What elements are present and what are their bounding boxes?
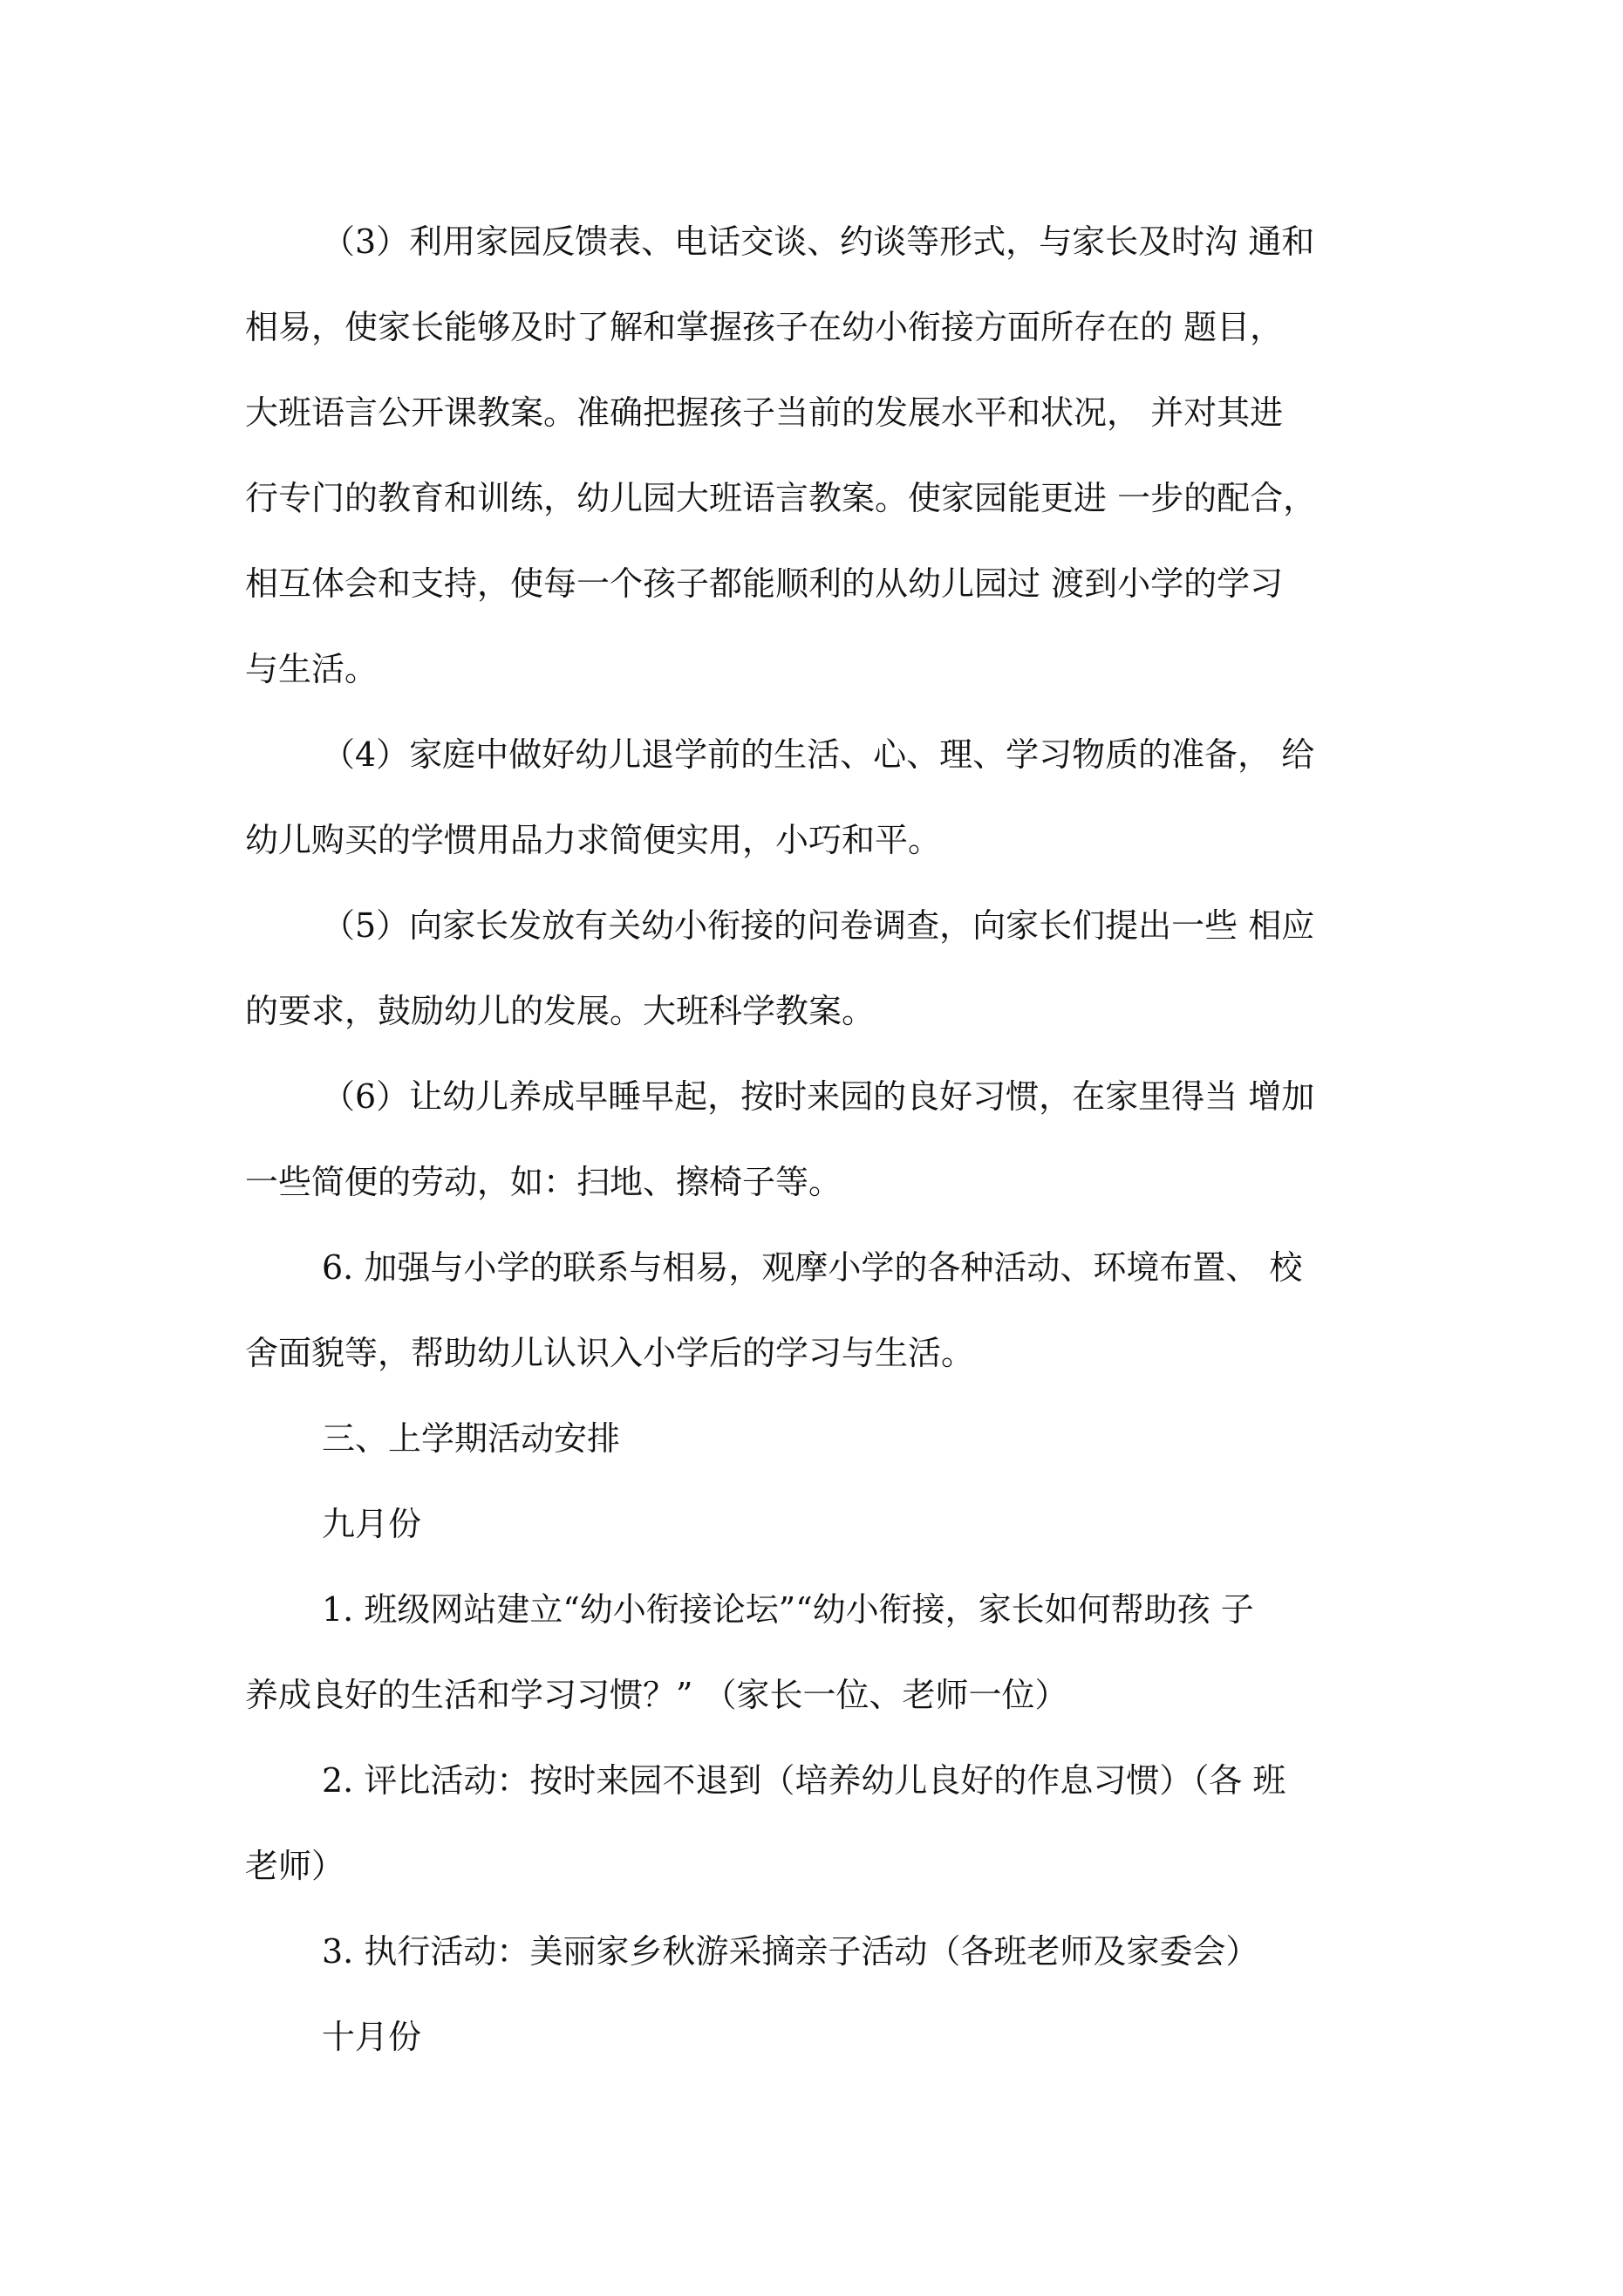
- text-line: 养成良好的生活和学习习惯？” （家长一位、老师一位）: [245, 1676, 1068, 1714]
- paragraph-autumn-trip: [245, 1909, 1405, 1994]
- document-body: [245, 199, 1405, 2080]
- text-line: 6. 加强与小学的联系与相易，观摩小学的各种活动、环境布置、 校: [322, 1248, 1303, 1287]
- paragraph-home-feedback: [245, 199, 1405, 712]
- text-line: 幼儿购买的学惯用品力求简便实用，小巧和平。: [245, 821, 942, 859]
- text-line: （5）向家长发放有关幼小衔接的问卷调查，向家长们提出一些 相应: [322, 906, 1315, 945]
- paragraph-questionnaire: [245, 883, 1405, 1054]
- paragraph-family-preparation: [245, 712, 1405, 883]
- text-line: 的要求，鼓励幼儿的发展。大班科学教案。: [245, 992, 876, 1030]
- text-line: 一些简便的劳动，如：扫地、擦椅子等。: [245, 1163, 842, 1201]
- text-line: 相易，使家长能够及时了解和掌握孩子在幼小衔接方面所存在的 题目，: [245, 308, 1284, 346]
- text-line: 相互体会和支持，使每一个孩子都能顺利的从幼儿园过 渡到小学的学习: [245, 564, 1284, 603]
- paragraph-attendance-contest: [245, 1738, 1405, 1909]
- month-heading-october: 十月份: [322, 2018, 422, 2056]
- paragraph-habits: [245, 1054, 1405, 1225]
- text-line: 2. 评比活动：按时来园不退到（培养幼儿良好的作息习惯）（各 班: [322, 1761, 1286, 1800]
- paragraph-forum: [245, 1567, 1405, 1738]
- paragraph-primary-school-link: [245, 1225, 1405, 1396]
- text-line: （4）家庭中做好幼儿退学前的生活、心、理、学习物质的准备， 给: [322, 735, 1315, 774]
- text-line: 1. 班级网站建立“幼小衔接论坛”“幼小衔接，家长如何帮助孩 子: [322, 1590, 1254, 1629]
- month-heading-september: 九月份: [322, 1505, 422, 1543]
- text-line: 老师）: [245, 1847, 345, 1885]
- text-line: 大班语言公开课教案。准确把握孩子当前的发展水平和状况， 并对其进: [245, 393, 1284, 432]
- text-line: 舍面貌等，帮助幼儿认识入小学后的学习与生活。: [245, 1334, 975, 1372]
- text-line: （3）利用家园反馈表、电话交谈、约谈等形式，与家长及时沟 通和: [322, 222, 1315, 261]
- text-line: 3. 执行活动：美丽家乡秋游采摘亲子活动（各班老师及家委会）: [322, 1932, 1259, 1971]
- text-line: （6）让幼儿养成早睡早起，按时来园的良好习惯，在家里得当 增加: [322, 1077, 1315, 1116]
- section-heading-semester-plan: 三、上学期活动安排: [322, 1419, 621, 1458]
- text-line: 与生活。: [245, 650, 378, 688]
- text-line: 行专门的教育和训练，幼儿园大班语言教案。使家园能更进 一步的配合，: [245, 479, 1317, 517]
